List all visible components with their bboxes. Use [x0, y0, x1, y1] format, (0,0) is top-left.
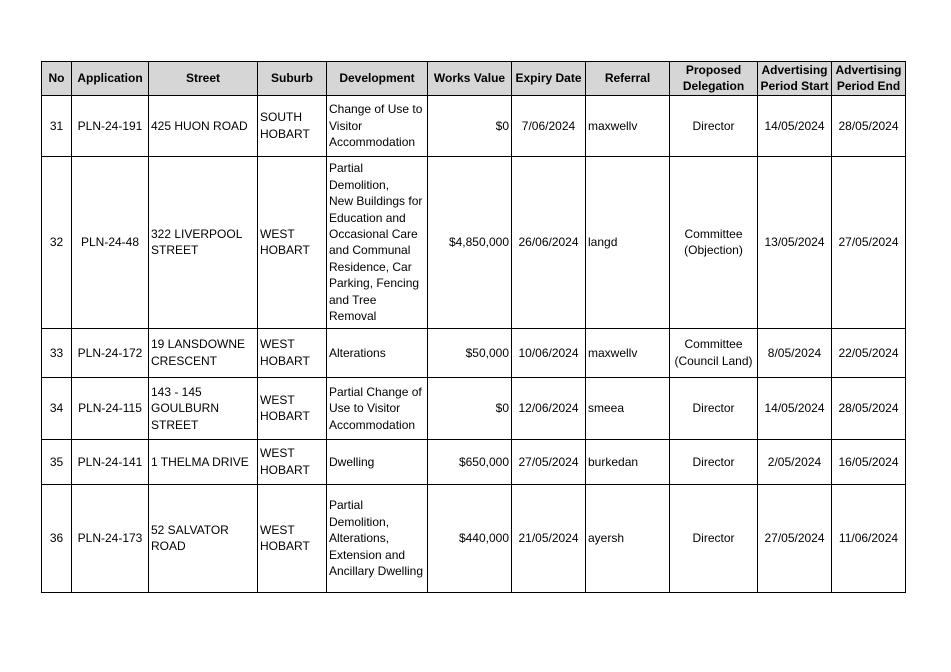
cell-delegation: [670, 328, 758, 377]
header-no: No: [42, 62, 72, 96]
cell-delegation-line: Director: [692, 401, 735, 416]
cell-development-line: Partial Change of: [329, 384, 422, 399]
table-row: [42, 156, 906, 328]
cell-development-line: Alterations,: [329, 531, 390, 546]
cell-delegation-line: Committee: [684, 226, 743, 241]
cell-expiry-date: 27/05/2024: [512, 439, 586, 484]
cell-works-value: $0: [428, 95, 512, 156]
cell-development: [327, 439, 428, 484]
cell-delegation: [670, 439, 758, 484]
cell-suburb-line: WEST: [260, 522, 295, 537]
cell-application: PLN-24-141: [72, 439, 149, 484]
cell-advertising-end: 22/05/2024: [832, 328, 906, 377]
cell-delegation: [670, 377, 758, 439]
cell-works-value: $650,000: [428, 439, 512, 484]
cell-development-line: Occasional Care: [329, 226, 418, 241]
cell-development-line: Ancillary Dwelling: [329, 563, 424, 578]
cell-application: PLN-24-115: [72, 377, 149, 439]
cell-development-line: Use to Visitor: [329, 401, 401, 416]
cell-advertising-start: 14/05/2024: [758, 95, 832, 156]
cell-delegation-line: (Objection): [684, 243, 743, 258]
cell-application: PLN-24-173: [72, 484, 149, 592]
table-row: [42, 328, 906, 377]
cell-development: [327, 484, 428, 592]
cell-suburb: [258, 156, 327, 328]
cell-suburb: [258, 484, 327, 592]
cell-development-line: Residence, Car: [329, 259, 412, 274]
cell-development-line: Dwelling: [329, 454, 375, 469]
cell-works-value: $0: [428, 377, 512, 439]
header-proposed-delegation-line2: Delegation: [682, 79, 745, 94]
cell-advertising-start: 8/05/2024: [758, 328, 832, 377]
cell-delegation: [670, 484, 758, 592]
header-advertising-end-line2: Period End: [836, 79, 901, 94]
header-expiry-date: Expiry Date: [512, 62, 586, 96]
cell-suburb-line: HOBART: [260, 409, 310, 424]
cell-delegation-line: Director: [692, 531, 735, 546]
applications-table: [41, 61, 906, 593]
cell-referral: smeea: [586, 377, 670, 439]
cell-suburb-line: WEST: [260, 226, 295, 241]
cell-referral: ayersh: [586, 484, 670, 592]
cell-suburb-line: HOBART: [260, 462, 310, 477]
header-advertising-end-line1: Advertising: [835, 63, 902, 77]
cell-street-line: GOULBURN STREET: [151, 401, 220, 432]
cell-expiry-date: 21/05/2024: [512, 484, 586, 592]
cell-development-line: Parking, Fencing: [329, 276, 420, 291]
cell-no: 35: [42, 439, 72, 484]
cell-advertising-end: 11/06/2024: [832, 484, 906, 592]
cell-development-line: and Communal: [329, 243, 411, 258]
cell-advertising-end: 28/05/2024: [832, 95, 906, 156]
cell-street-line: 52 SALVATOR: [151, 522, 229, 537]
cell-street-line: 143 - 145: [151, 384, 202, 399]
cell-street: [149, 439, 258, 484]
cell-street-line: STREET: [151, 243, 199, 258]
cell-suburb: [258, 95, 327, 156]
header-proposed-delegation: [670, 62, 758, 96]
cell-development-line: Visitor: [329, 118, 363, 133]
table-row: [42, 95, 906, 156]
cell-advertising-start: 2/05/2024: [758, 439, 832, 484]
cell-development: [327, 328, 428, 377]
cell-development-line: Accommodation: [329, 135, 416, 150]
cell-no: 33: [42, 328, 72, 377]
table-row: [42, 439, 906, 484]
cell-suburb: [258, 439, 327, 484]
cell-development-line: Alterations: [329, 345, 386, 360]
cell-street: [149, 95, 258, 156]
cell-street: [149, 484, 258, 592]
cell-development-line: Partial Demolition,: [329, 161, 390, 192]
cell-development: [327, 95, 428, 156]
table-row: [42, 377, 906, 439]
cell-no: 31: [42, 95, 72, 156]
cell-application: PLN-24-172: [72, 328, 149, 377]
cell-suburb-line: WEST: [260, 337, 295, 352]
cell-advertising-start: 14/05/2024: [758, 377, 832, 439]
cell-suburb-line: HOBART: [260, 126, 310, 141]
header-proposed-delegation-line1: Proposed: [685, 63, 742, 77]
cell-street: [149, 156, 258, 328]
cell-application: PLN-24-48: [72, 156, 149, 328]
cell-development-line: Partial Demolition,: [329, 498, 390, 529]
cell-suburb-line: HOBART: [260, 243, 310, 258]
cell-development: [327, 377, 428, 439]
cell-works-value: $50,000: [428, 328, 512, 377]
cell-expiry-date: 10/06/2024: [512, 328, 586, 377]
header-suburb: Suburb: [258, 62, 327, 96]
cell-development-line: Extension and: [329, 547, 406, 562]
cell-street-line: 425 HUON ROAD: [151, 118, 248, 133]
header-development: Development: [327, 62, 428, 96]
cell-referral: burkedan: [586, 439, 670, 484]
cell-expiry-date: 7/06/2024: [512, 95, 586, 156]
header-street: Street: [149, 62, 258, 96]
cell-referral: maxwellv: [586, 95, 670, 156]
cell-no: 36: [42, 484, 72, 592]
cell-development-line: Education and: [329, 210, 406, 225]
cell-suburb-line: HOBART: [260, 539, 310, 554]
cell-referral: maxwellv: [586, 328, 670, 377]
table-row: [42, 484, 906, 592]
header-advertising-start: [758, 62, 832, 96]
cell-advertising-end: 16/05/2024: [832, 439, 906, 484]
cell-delegation-line: Director: [692, 118, 735, 133]
cell-advertising-start: 27/05/2024: [758, 484, 832, 592]
cell-no: 32: [42, 156, 72, 328]
cell-works-value: $4,850,000: [428, 156, 512, 328]
cell-suburb-line: WEST: [260, 446, 295, 461]
cell-development-line: New Buildings for: [329, 194, 423, 209]
header-advertising-start-line2: Period Start: [760, 79, 829, 94]
cell-no: 34: [42, 377, 72, 439]
cell-development-line: Accommodation: [329, 417, 416, 432]
cell-delegation: [670, 156, 758, 328]
cell-delegation-line: (Council Land): [674, 353, 753, 368]
header-advertising-end: [832, 62, 906, 96]
cell-street-line: CRESCENT: [151, 353, 218, 368]
cell-works-value: $440,000: [428, 484, 512, 592]
cell-suburb-line: HOBART: [260, 353, 310, 368]
cell-street-line: ROAD: [151, 539, 186, 554]
cell-delegation-line: Director: [692, 454, 735, 469]
cell-suburb: [258, 328, 327, 377]
cell-delegation: [670, 95, 758, 156]
cell-street: [149, 377, 258, 439]
cell-advertising-end: 28/05/2024: [832, 377, 906, 439]
cell-delegation-line: Committee: [684, 337, 743, 352]
cell-street-line: 322 LIVERPOOL: [151, 226, 243, 241]
cell-application: PLN-24-191: [72, 95, 149, 156]
cell-advertising-end: 27/05/2024: [832, 156, 906, 328]
cell-development-line: Change of Use to: [329, 102, 423, 117]
cell-street-line: 1 THELMA DRIVE: [151, 454, 249, 469]
cell-development: [327, 156, 428, 328]
header-advertising-start-line1: Advertising: [761, 63, 828, 77]
cell-street: [149, 328, 258, 377]
cell-advertising-start: 13/05/2024: [758, 156, 832, 328]
cell-suburb-line: WEST: [260, 392, 295, 407]
header-row: [42, 62, 906, 96]
cell-suburb-line: SOUTH: [260, 110, 302, 125]
cell-development-line: and Tree Removal: [329, 292, 377, 323]
header-application: Application: [72, 62, 149, 96]
header-works-value: Works Value: [428, 62, 512, 96]
cell-referral: langd: [586, 156, 670, 328]
cell-expiry-date: 12/06/2024: [512, 377, 586, 439]
cell-expiry-date: 26/06/2024: [512, 156, 586, 328]
cell-suburb: [258, 377, 327, 439]
cell-street-line: 19 LANSDOWNE: [151, 337, 246, 352]
header-referral: Referral: [586, 62, 670, 96]
